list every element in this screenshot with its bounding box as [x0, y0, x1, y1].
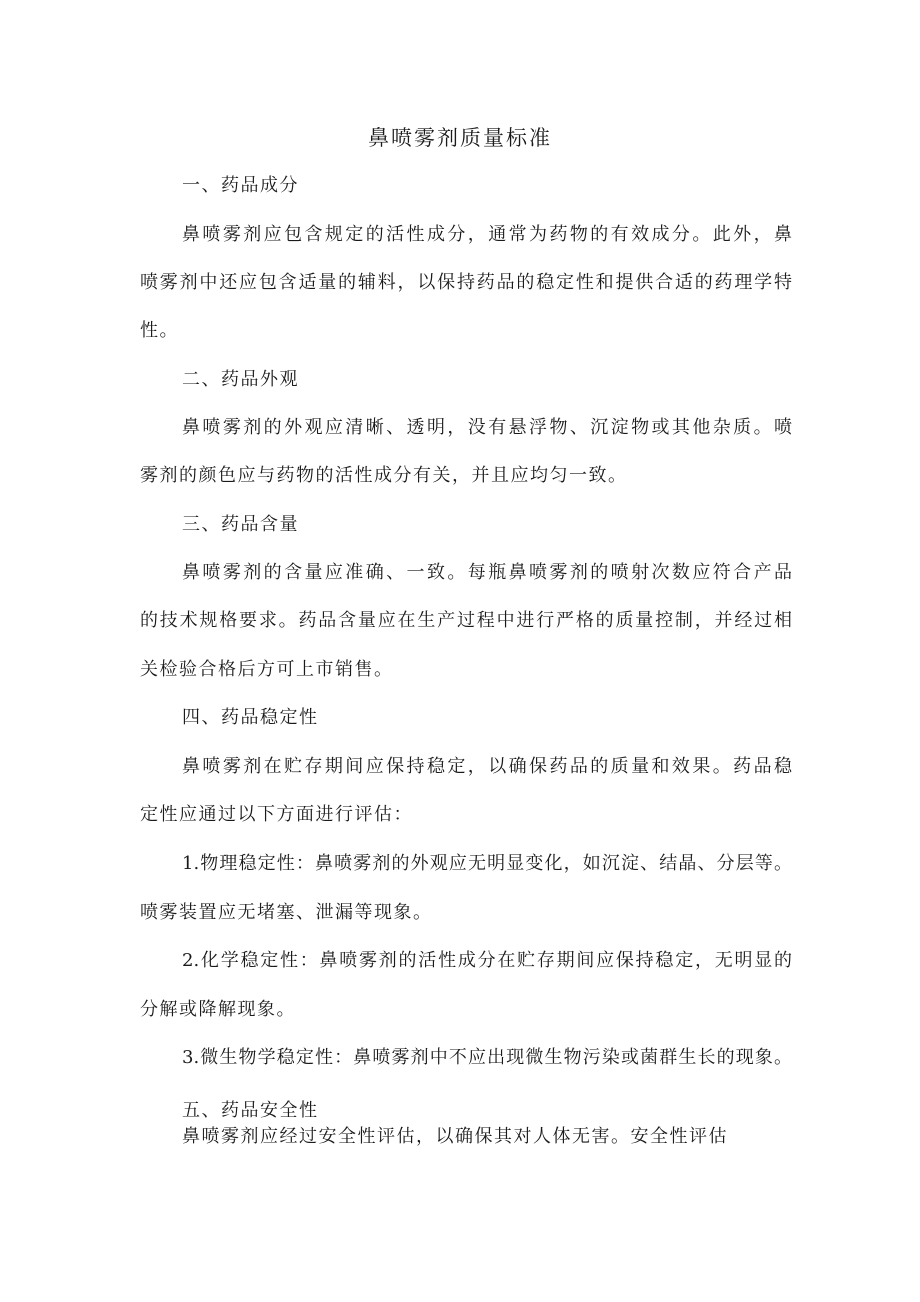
paragraph-line: 鼻喷雾剂应经过安全性评估，以确保其对人体无害。安全性评估: [182, 1126, 728, 1147]
page-title: 鼻喷雾剂质量标准: [368, 126, 552, 150]
paragraph-line: 雾剂的颜色应与药物的活性成分有关，并且应均匀一致。: [140, 465, 628, 486]
paragraph-line: 关检验合格后方可上市销售。: [140, 659, 394, 680]
section-heading-content: 三、药品含量: [182, 514, 299, 535]
section-heading-safety: 五、药品安全性: [182, 1100, 319, 1121]
paragraph-line: 鼻喷雾剂的外观应清晰、透明，没有悬浮物、沉淀物或其他杂质。喷: [182, 417, 792, 438]
section-heading-ingredients: 一、药品成分: [182, 175, 299, 196]
paragraph-line: 性。: [140, 320, 179, 341]
paragraph-line: 鼻喷雾剂在贮存期间应保持稳定，以确保药品的质量和效果。药品稳: [182, 756, 792, 777]
list-item-chemical-stability: 2.化学稳定性：鼻喷雾剂的活性成分在贮存期间应保持稳定，无明显的: [182, 950, 792, 971]
section-heading-appearance: 二、药品外观: [182, 369, 299, 390]
list-item-physical-stability: 1.物理稳定性：鼻喷雾剂的外观应无明显变化，如沉淀、结晶、分层等。: [182, 853, 792, 874]
paragraph-line: 鼻喷雾剂的含量应准确、一致。每瓶鼻喷雾剂的喷射次数应符合产品: [182, 562, 792, 583]
paragraph-line: 喷雾装置应无堵塞、泄漏等现象。: [140, 902, 433, 923]
paragraph-line: 分解或降解现象。: [140, 999, 296, 1020]
paragraph-line: 喷雾剂中还应包含适量的辅料，以保持药品的稳定性和提供合适的药理学特: [140, 272, 792, 293]
list-item-microbial-stability: 3.微生物学稳定性：鼻喷雾剂中不应出现微生物污染或菌群生长的现象。: [182, 1047, 792, 1068]
section-heading-stability: 四、药品稳定性: [182, 707, 319, 728]
paragraph-line: 的技术规格要求。药品含量应在生产过程中进行严格的质量控制，并经过相: [140, 610, 792, 631]
paragraph-line: 定性应通过以下方面进行评估：: [140, 804, 413, 825]
paragraph-line: 鼻喷雾剂应包含规定的活性成分，通常为药物的有效成分。此外，鼻: [182, 224, 792, 245]
